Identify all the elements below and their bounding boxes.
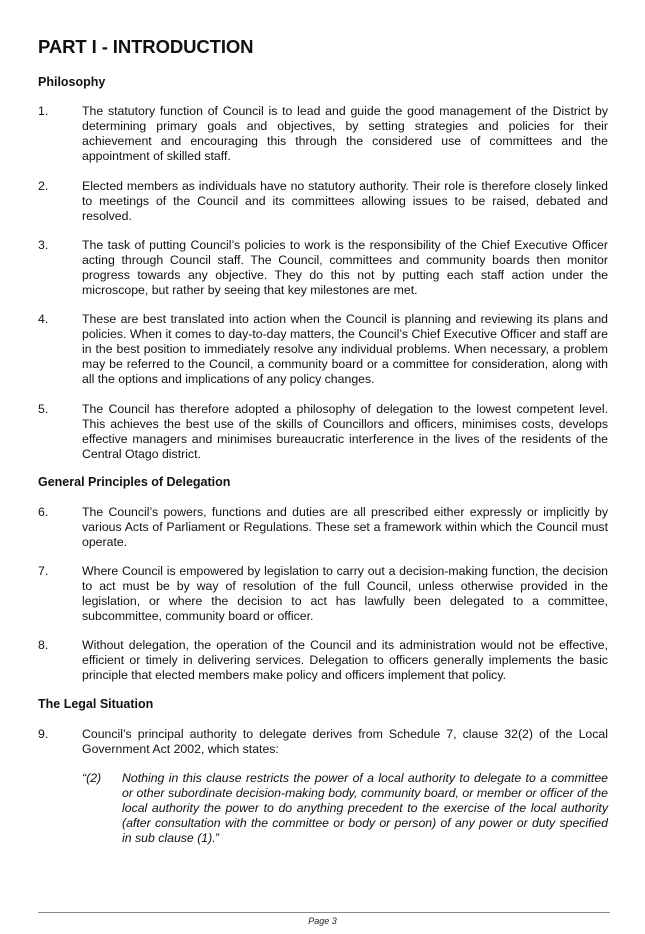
page-number: Page 3 bbox=[308, 916, 337, 926]
paragraph-5 bbox=[38, 402, 608, 462]
paragraph-text: Elected members as individuals have no statutory authority. Their role is therefore closely linked to meetings of the Council and its committees allowing issues to be raised, debated and resolved. bbox=[82, 179, 608, 223]
paragraph-7 bbox=[38, 564, 608, 624]
paragraph-text: The Council’s powers, functions and duties are all prescribed either expressly or implicitly by various Acts of Parliament or Regulations. These set a framework within which the Council must operate. bbox=[82, 505, 608, 549]
paragraph-4 bbox=[38, 312, 608, 387]
paragraph-3 bbox=[38, 238, 608, 298]
paragraph-number: 1. bbox=[38, 104, 49, 118]
paragraph-text: Without delegation, the operation of the Council and its administration would not be effective, efficient or timely in delivering services. Delegation to officers generally implements the basic principle that elected members make policy and officers implement that policy. bbox=[82, 638, 608, 682]
heading-general-principles: General Principles of Delegation bbox=[38, 475, 231, 489]
paragraph-8 bbox=[38, 638, 608, 683]
paragraph-number: 2. bbox=[38, 179, 49, 193]
paragraph-2 bbox=[38, 179, 608, 224]
quote-closing-mark: ” bbox=[215, 831, 220, 845]
paragraph-number: 5. bbox=[38, 402, 49, 416]
paragraph-6 bbox=[38, 505, 608, 550]
page-title: PART I - INTRODUCTION bbox=[38, 36, 254, 57]
paragraph-1 bbox=[38, 104, 608, 164]
paragraph-text: Where Council is empowered by legislation to carry out a decision-making function, the decision to act must be by way of resolution of the full Council, unless otherwise provided in the legislation, or where the decision to act has lawfully been delegated to a committee, subcommittee, community board or officer. bbox=[82, 564, 608, 623]
footer-divider bbox=[38, 912, 610, 913]
paragraph-text: Council’s principal authority to delegate derives from Schedule 7, clause 32(2) of the Local Government Act 2002, which states: bbox=[82, 727, 608, 756]
paragraph-number: 3. bbox=[38, 238, 49, 252]
legislation-quote bbox=[82, 771, 608, 846]
paragraph-number: 7. bbox=[38, 564, 49, 578]
paragraph-number: 4. bbox=[38, 312, 49, 326]
quote-clause-number: “(2) bbox=[82, 771, 102, 785]
paragraph-number: 6. bbox=[38, 505, 49, 519]
heading-philosophy: Philosophy bbox=[38, 75, 106, 89]
paragraph-text: The statutory function of Council is to lead and guide the good management of the District by determining primary goals and objectives, by setting strategies and policies for their achievement and encouraging this through the considered use of committees and the appointment of skilled staff. bbox=[82, 104, 608, 163]
paragraph-text: The Council has therefore adopted a philosophy of delegation to the lowest competent level. This achieves the best use of the skills of Councillors and officers, minimises costs, develops effective managers and minimises bureaucratic interference in the lives of the residents of the Central Otago district. bbox=[82, 402, 608, 461]
paragraph-number: 8. bbox=[38, 638, 49, 652]
paragraph-9 bbox=[38, 727, 608, 757]
heading-legal-situation: The Legal Situation bbox=[38, 697, 154, 711]
paragraph-text: These are best translated into action when the Council is planning and reviewing its plans and policies. When it comes to day-to-day matters, the Council’s Chief Executive Officer and staff are in the best position to immediately resolve any individual problems. When necessary, a problem may be referred to the Council, a community board or a committee for consideration, along with all the options and implications of any policy changes. bbox=[82, 312, 608, 386]
paragraph-number: 9. bbox=[38, 727, 49, 741]
quote-text: Nothing in this clause restricts the power of a local authority to delegate to a committee or other subordinate decision-making body, community board, or member or officer of the local authority the power to do anything precedent to the exercise of the local authority (after consultation with the committee or body or person) of any power or duty specified in sub clause (1). bbox=[122, 771, 608, 845]
paragraph-text: The task of putting Council’s policies to work is the responsibility of the Chief Executive Officer acting through Council staff. The Council, committees and community boards then monitor progress towards any objective. They do this not by putting each staff action under the microscope, but rather by seeing that key milestones are met. bbox=[82, 238, 608, 297]
